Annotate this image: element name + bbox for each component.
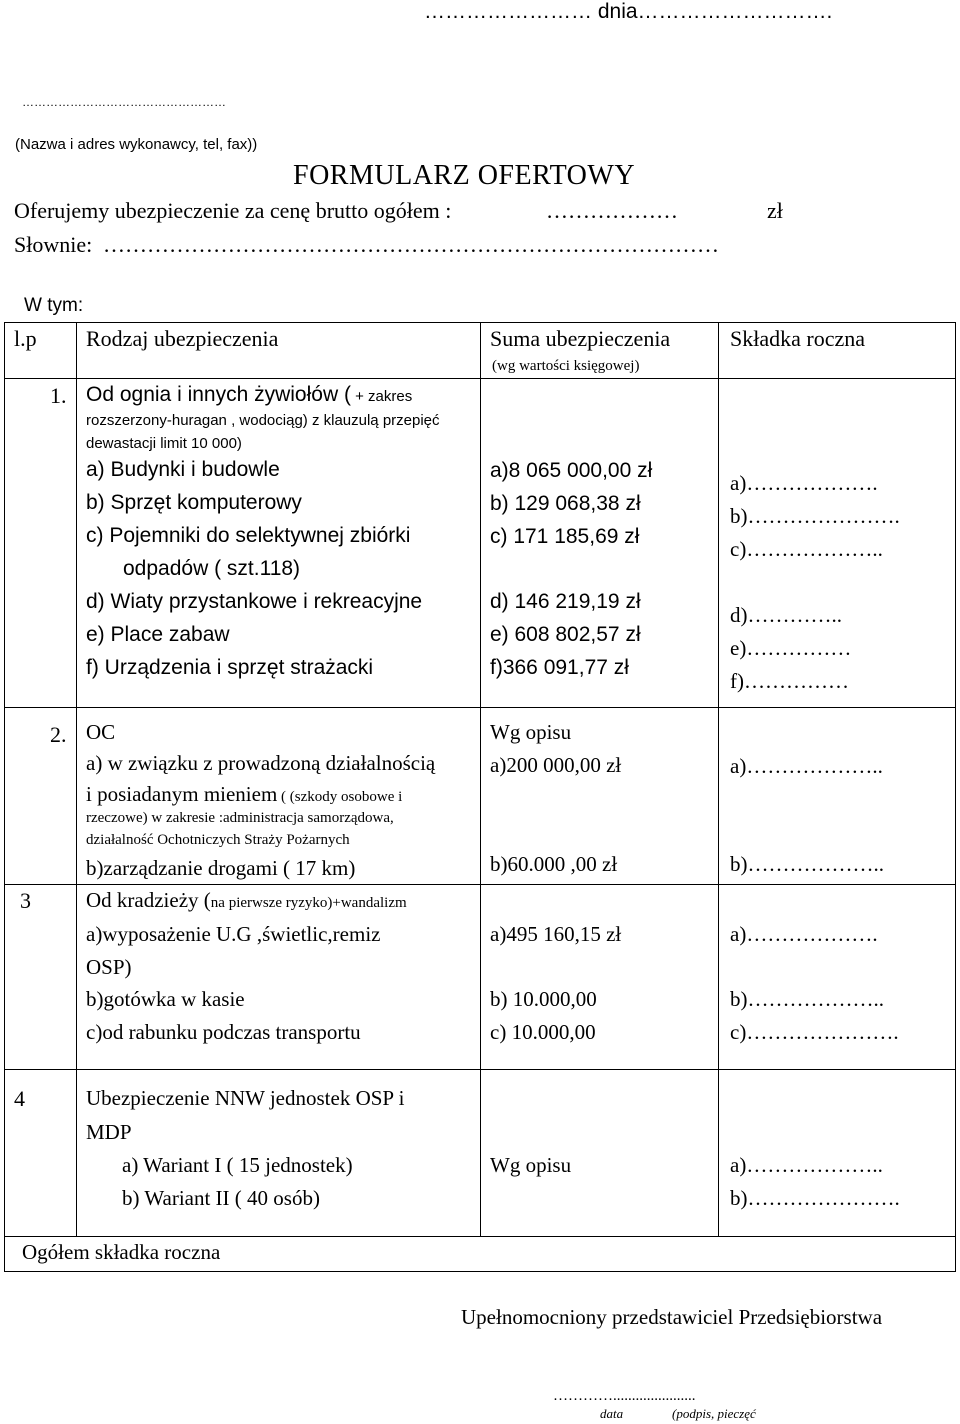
col-divider-1	[76, 322, 77, 1236]
table-left-border	[4, 322, 5, 1272]
row3-premium-b: b)………………..	[730, 987, 884, 1011]
row4-item-b: b) Wariant II ( 40 osób)	[122, 1186, 320, 1210]
row2-line-b	[86, 782, 402, 807]
row1-item-c-cont: odpadów ( szt.118)	[123, 557, 301, 580]
row2-line-c: b)zarządzanie drogami ( 17 km)	[86, 856, 356, 880]
row2-line-b-small: ( (szkody osobowe i	[277, 789, 403, 805]
row-divider-4	[4, 1236, 956, 1237]
row1-sum-c: c) 171 185,69 zł	[490, 525, 640, 548]
header-lp: l.p	[14, 326, 37, 351]
signature-caption-sig: (podpis, pieczęć	[672, 1406, 756, 1421]
row-divider-2	[4, 884, 956, 885]
row3-sum-c: c) 10.000,00	[490, 1020, 596, 1044]
row2-small2: rzeczowe) w zakresie :administracja samorządowa,	[86, 810, 394, 826]
row1-item-b: b) Sprzęt komputerowy	[86, 491, 302, 514]
row1-item-f: f) Urządzenia i sprzęt strażacki	[86, 656, 374, 679]
row4-premium-b: b)………………….	[730, 1186, 900, 1210]
offer-words-label: Słownie:	[14, 232, 93, 257]
row1-sum-e: e) 608 802,57 zł	[490, 623, 641, 646]
row1-premium-e: e)……………	[730, 636, 852, 660]
row3-item-a-cont: OSP)	[86, 955, 132, 979]
row3-title-small: na pierwsze ryzyko)+wandalizm	[210, 895, 407, 911]
row1-sum-a: a)8 065 000,00 zł	[490, 459, 653, 482]
row1-title	[86, 383, 412, 407]
header-type: Rodzaj ubezpieczenia	[86, 326, 279, 351]
row4-num: 4	[14, 1086, 25, 1111]
row1-premium-f: f)……………	[730, 669, 849, 693]
row3-item-a: a)wyposażenie U.G ,świetlic,remiz	[86, 922, 381, 946]
row3-item-c: c)od rabunku podczas transportu	[86, 1020, 361, 1044]
offer-price-label: Oferujemy ubezpieczenie za cenę brutto ogółem :	[14, 198, 452, 223]
row3-premium-c: c)………………….	[730, 1020, 899, 1044]
row1-premium-a: a)……………….	[730, 471, 878, 495]
row1-premium-c: c)………………..	[730, 537, 883, 561]
row1-item-d: d) Wiaty przystankowe i rekreacyjne	[86, 590, 423, 613]
row3-sum-a: a)495 160,15 zł	[490, 922, 622, 946]
row2-premium-a: a)………………..	[730, 754, 883, 778]
row-divider-header	[4, 378, 956, 379]
row1-sum-d: d) 146 219,19 zł	[490, 590, 641, 613]
col-divider-3	[718, 322, 719, 1236]
date-line: …………………… dnia……………………….	[424, 0, 833, 23]
row2-sum-note: Wg opisu	[490, 720, 572, 744]
row1-title-main: Od ognia i innych żywiołów (	[86, 383, 351, 406]
row2-line-b-main: i posiadanym mieniem	[86, 782, 278, 806]
header-sum: Suma ubezpieczenia	[490, 326, 671, 351]
representative-label: Upełnomocniony przedstawiciel Przedsiębiorstwa	[461, 1305, 883, 1329]
total-label: Ogółem składka roczna	[22, 1240, 221, 1264]
row3-premium-a: a)……………….	[730, 922, 878, 946]
row2-title: OC	[86, 720, 116, 744]
row3-title-main: Od kradzieży (	[86, 888, 211, 912]
row1-desc1: rozszerzony-huragan , wodociąg) z klauzulą przepięć	[86, 412, 440, 429]
row4-item-a: a) Wariant I ( 15 jednostek)	[122, 1153, 353, 1177]
row1-premium-b: b)………………….	[730, 504, 900, 528]
table-intro: W tym:	[24, 295, 84, 316]
row4-title1: Ubezpieczenie NNW jednostek OSP i	[86, 1086, 405, 1110]
row1-item-e: e) Place zabaw	[86, 623, 230, 646]
row1-sum-b: b) 129 068,38 zł	[490, 492, 641, 515]
row1-num: 1.	[50, 383, 67, 408]
row1-desc2: dewastacji limit 10 000)	[86, 435, 242, 452]
row2-small3: działalność Ochotniczych Straży Pożarnych	[86, 832, 350, 848]
row3-num: 3	[20, 888, 31, 913]
offer-words-dots: …………………………………………………………………………	[103, 232, 719, 257]
row3-sum-b: b) 10.000,00	[490, 987, 597, 1011]
offer-price-dots: ………………	[546, 198, 678, 223]
row2-sum-b: b)60.000 ,00 zł	[490, 852, 618, 876]
row4-sum-note: Wg opisu	[490, 1153, 572, 1177]
row1-title-small: + zakres	[350, 388, 413, 405]
row-divider-1	[4, 707, 956, 708]
row1-item-a: a) Budynki i budowle	[86, 458, 280, 481]
offer-currency: zł	[767, 198, 783, 223]
form-title: FORMULARZ OFERTOWY	[293, 160, 636, 191]
row2-num: 2.	[50, 722, 67, 747]
row2-sum-a: a)200 000,00 zł	[490, 753, 622, 777]
table-right-border	[955, 322, 956, 1272]
header-sum-note: (wg wartości księgowej)	[492, 358, 640, 374]
header-premium: Składka roczna	[730, 326, 865, 351]
row1-premium-d: d)…………..	[730, 603, 842, 627]
table-bottom-border	[4, 1271, 956, 1272]
row4-title2: MDP	[86, 1120, 132, 1144]
row1-sum-f: f)366 091,77 zł	[490, 656, 629, 679]
contractor-dots: ……………………………………………	[22, 95, 226, 109]
row-divider-3	[4, 1069, 956, 1070]
signature-caption-date: data	[600, 1406, 624, 1421]
row3-item-b: b)gotówka w kasie	[86, 987, 245, 1011]
row3-title	[86, 888, 407, 913]
col-divider-2	[480, 322, 481, 1236]
signature-dots: …………......................	[553, 1388, 696, 1404]
row2-line-a: a) w związku z prowadzoną działalnością	[86, 751, 436, 775]
row4-premium-a: a)………………..	[730, 1153, 883, 1177]
contractor-caption: (Nazwa i adres wykonawcy, tel, fax))	[15, 136, 258, 153]
row1-item-c: c) Pojemniki do selektywnej zbiórki	[86, 524, 411, 547]
row2-premium-b: b)………………..	[730, 852, 884, 876]
